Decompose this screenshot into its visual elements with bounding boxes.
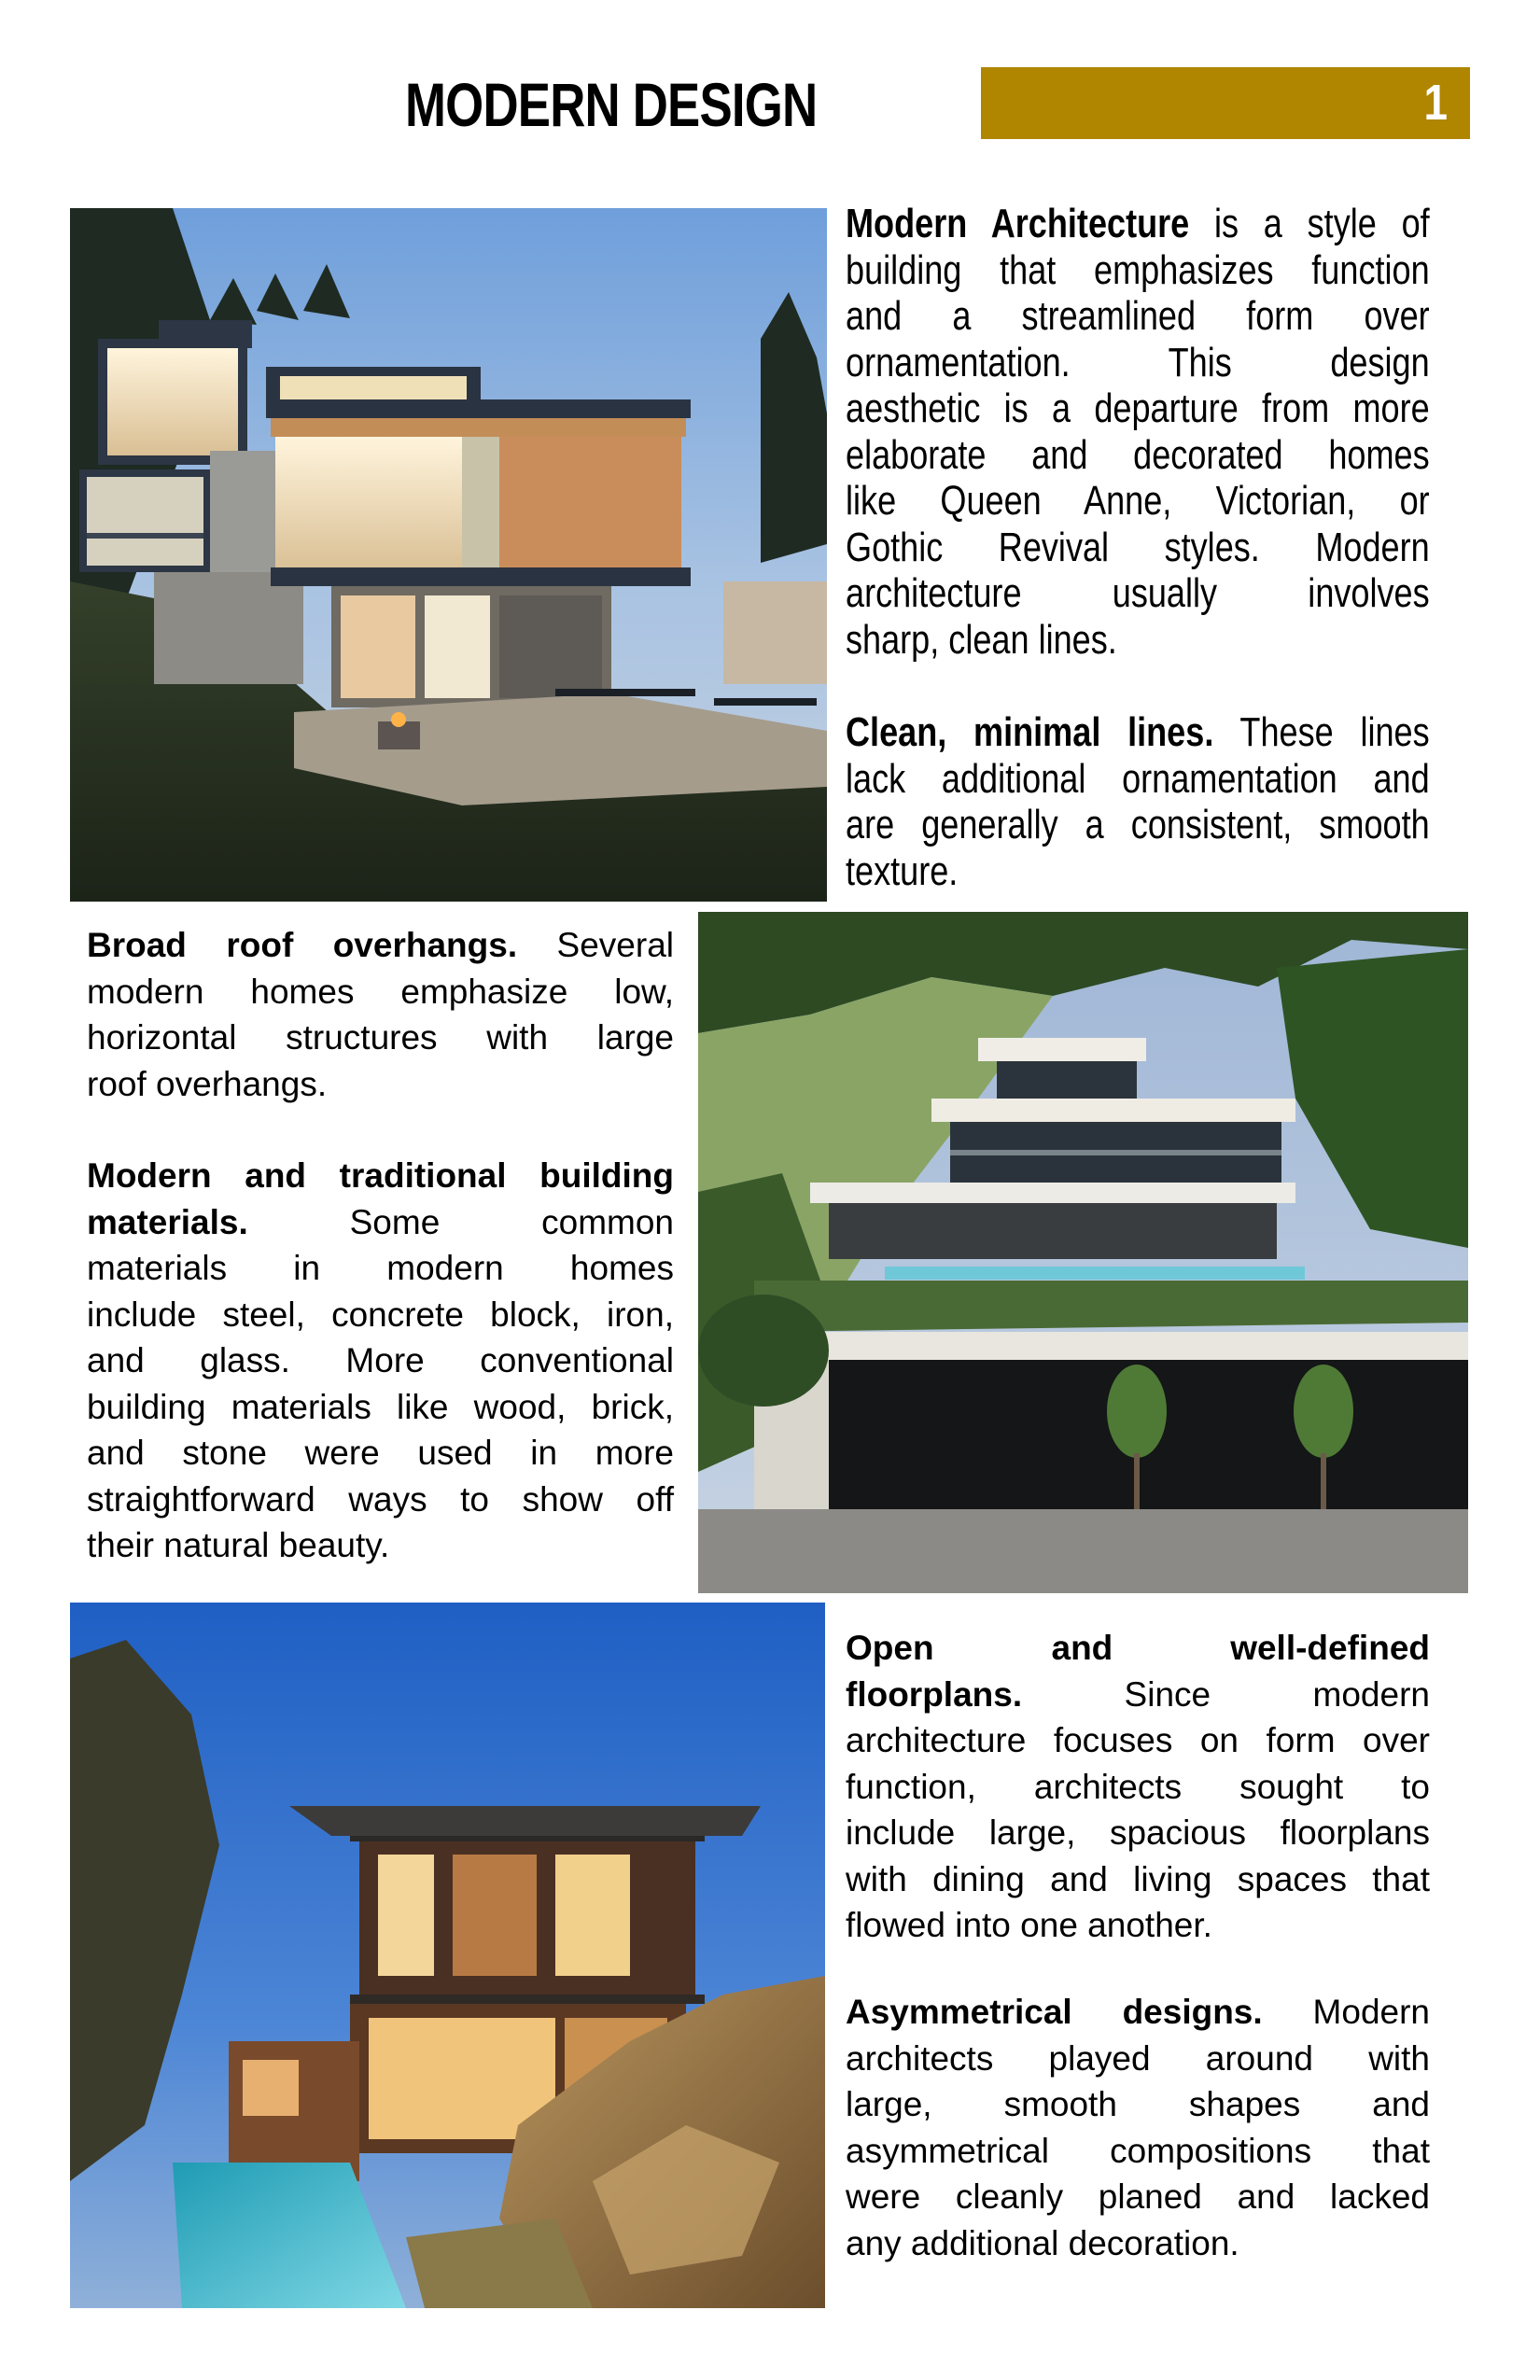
page-number-bar <box>981 67 1470 139</box>
photo-modern-house-roof-overhang-pool <box>70 1603 825 2308</box>
text-line: architecture focuses on form over <box>846 1721 1430 1759</box>
text-line: sharp, clean lines. <box>846 616 1117 663</box>
text-line: elaborate and decorated homes <box>846 431 1430 478</box>
text-line: modern homes emphasize low, <box>87 972 674 1011</box>
text-line: building materials like wood, brick, <box>87 1387 674 1426</box>
text-line: their natural beauty. <box>87 1526 390 1564</box>
materials-paragraph <box>87 1153 674 1569</box>
photo-modern-house-hillside-dusk <box>70 208 827 902</box>
photo-modern-house-terraced-pool <box>698 912 1468 1593</box>
asymmetrical-paragraph <box>846 1989 1430 2266</box>
page-number: 1 <box>1423 75 1448 131</box>
text-line: architecture usually involves <box>846 570 1430 616</box>
text-line: Gothic Revival styles. Modern <box>846 524 1430 570</box>
text-line: texture. <box>846 847 959 894</box>
text-line: Asymmetrical designs. Modern <box>846 1993 1431 2031</box>
text-line: materials in modern homes <box>87 1249 674 1287</box>
text-line: roof overhangs. <box>87 1064 328 1103</box>
text-line: and glass. More conventional <box>87 1341 674 1379</box>
text-line: aesthetic is a departure from more <box>846 385 1430 431</box>
text-line: large, smooth shapes and <box>846 2085 1430 2123</box>
text-line: and stone were used in more <box>87 1434 674 1472</box>
clean-lines-paragraph <box>846 709 1430 894</box>
text-line: with dining and living spaces that <box>846 1859 1430 1898</box>
text-line: Modern and traditional building <box>87 1156 674 1195</box>
floorplans-paragraph <box>846 1625 1430 1949</box>
text-line: include large, spacious floorplans <box>846 1813 1430 1852</box>
text-line: Open and well-defined <box>846 1629 1430 1667</box>
text-line: floorplans. Since modern <box>846 1674 1430 1714</box>
text-line: lack additional ornamentation and <box>846 755 1430 802</box>
text-line: Clean, minimal lines. These lines <box>846 709 1430 755</box>
text-line: materials. Some common <box>87 1202 674 1241</box>
text-line: architects played around with <box>846 2038 1430 2078</box>
text-line: Broad roof overhangs. Several <box>87 926 675 964</box>
text-line: Modern Architecture is a style of <box>846 201 1430 246</box>
text-line: include steel, concrete block, iron, <box>87 1295 674 1334</box>
text-line: ornamentation. This design <box>846 339 1430 385</box>
text-line: any additional decoration. <box>846 2223 1239 2262</box>
text-line: like Queen Anne, Victorian, or <box>846 478 1430 524</box>
text-line: building that emphasizes function <box>846 246 1430 293</box>
page-title: MODERN DESIGN <box>405 70 818 139</box>
text-line: were cleanly planed and lacked <box>846 2177 1430 2216</box>
text-line: straightforward ways to show off <box>87 1479 674 1519</box>
text-line: are generally a consistent, smooth <box>846 802 1430 847</box>
text-line: and a streamlined form over <box>846 293 1430 339</box>
intro-paragraph <box>846 201 1430 663</box>
text-line: function, architects sought to <box>846 1767 1430 1806</box>
text-line: asymmetrical compositions that <box>846 2131 1430 2170</box>
text-line: horizontal structures with large <box>87 1018 674 1057</box>
roof-overhangs-paragraph <box>87 922 674 1107</box>
text-line: flowed into one another. <box>846 1906 1212 1944</box>
